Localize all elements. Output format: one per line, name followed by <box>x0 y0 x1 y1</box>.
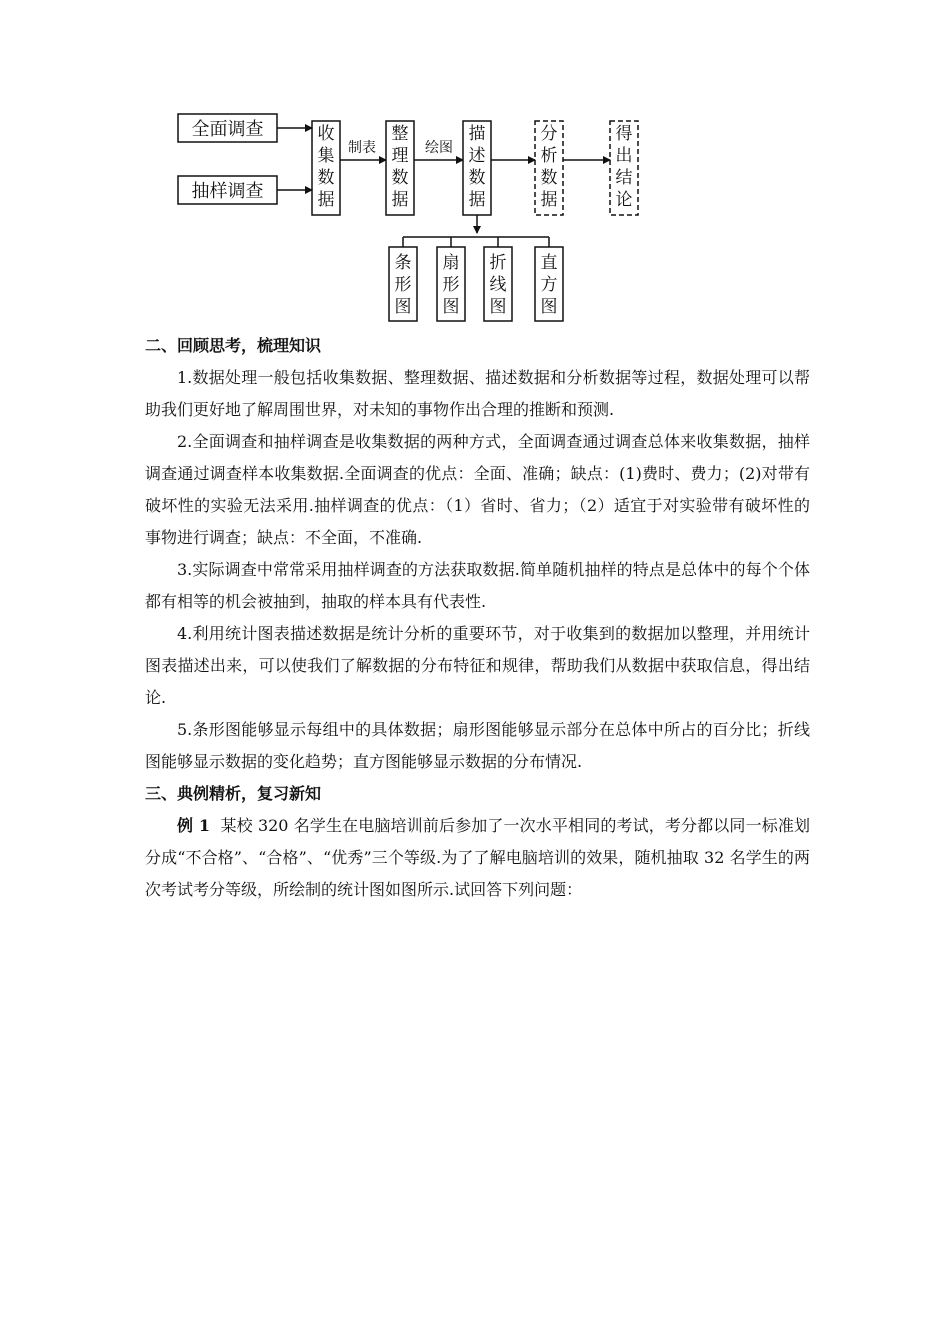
data-processing-flowchart <box>0 0 950 340</box>
example-1-text: 某校 320 名学生在电脑培训前后参加了一次水平相同的考试，考分都以同一标准划分成“不合格”、“合格”、“优秀”三个等级.为了了解电脑培训的效果，随机抽取 32 名学生的两次考试考分等级，所绘制的统计图如图所示.试回答下列问题： <box>145 816 810 899</box>
svg-text:出: 出 <box>615 146 633 166</box>
svg-text:析: 析 <box>540 146 558 166</box>
svg-text:述: 述 <box>468 146 486 166</box>
paragraph-5: 5.条形图能够显示每组中的具体数据；扇形图能够显示部分在总体中所占的百分比；折线图能够显示数据的变化趋势；直方图能够显示数据的分布情况. <box>145 720 810 771</box>
svg-text:数: 数 <box>540 168 558 188</box>
svg-text:图: 图 <box>442 297 460 317</box>
svg-text:图: 图 <box>489 297 507 317</box>
svg-text:折: 折 <box>489 253 507 273</box>
svg-text:直: 直 <box>540 253 558 273</box>
paragraph-2: 2.全面调查和抽样调查是收集数据的两种方式，全面调查通过调查总体来收集数据，抽样调查通过调查样本收集数据.全面调查的优点：全面、准确；缺点：(1)费时、费力；(2)对带有破坏性的实验无法采用.抽样调查的优点：（1）省时、省力；（2）适宜于对实验带有破坏性的事物进行调查；缺点：不全面，不准确. <box>145 432 810 547</box>
svg-text:结: 结 <box>615 168 633 188</box>
bar-chart-node <box>389 247 417 321</box>
collect-data-node <box>312 121 340 215</box>
svg-text:数: 数 <box>468 168 486 188</box>
section-3-heading: 三、典例精析，复习新知 <box>145 784 322 803</box>
svg-text:扇: 扇 <box>442 253 460 273</box>
paragraph-1: 1.数据处理一般包括收集数据、整理数据、描述数据和分析数据等过程，数据处理可以帮助我们更好地了解周围世界，对未知的事物作出合理的推断和预测. <box>145 368 810 419</box>
survey-sample-label: 抽样调查 <box>191 181 264 202</box>
label-draw: 绘图 <box>425 140 453 156</box>
section-2-heading: 二、回顾思考，梳理知识 <box>145 336 322 355</box>
svg-text:条: 条 <box>394 253 412 273</box>
svg-text:图: 图 <box>394 297 412 317</box>
svg-text:理: 理 <box>391 146 409 166</box>
line-chart-node <box>484 247 512 321</box>
svg-text:形: 形 <box>394 275 412 295</box>
svg-text:描: 描 <box>468 124 486 144</box>
label-tabulate: 制表 <box>348 140 376 156</box>
paragraph-4: 4.利用统计图表描述数据是统计分析的重要环节，对于收集到的数据加以整理，并用统计图表描述出来，可以使我们了解数据的分布特征和规律，帮助我们从数据中获取信息，得出结论. <box>145 624 810 707</box>
svg-text:收: 收 <box>317 124 335 144</box>
svg-text:分: 分 <box>540 124 558 144</box>
conclude-node <box>610 121 638 215</box>
survey-sample-node <box>178 176 277 204</box>
organize-data-node <box>386 121 414 215</box>
svg-text:论: 论 <box>615 190 633 210</box>
svg-text:线: 线 <box>489 275 507 295</box>
svg-text:形: 形 <box>442 275 460 295</box>
svg-text:据: 据 <box>468 190 486 210</box>
svg-text:方: 方 <box>540 275 558 295</box>
svg-text:据: 据 <box>540 190 558 210</box>
describe-data-node <box>463 121 491 215</box>
example-1-label: 例 1 <box>177 816 210 835</box>
svg-text:据: 据 <box>391 190 409 210</box>
analyze-data-node <box>535 121 563 215</box>
svg-text:数: 数 <box>317 168 335 188</box>
svg-text:数: 数 <box>391 168 409 188</box>
svg-text:整: 整 <box>391 124 409 144</box>
paragraph-3: 3.实际调查中常常采用抽样调查的方法获取数据.简单随机抽样的特点是总体中的每个个体都有相等的机会被抽到，抽取的样本具有代表性. <box>145 560 810 611</box>
svg-text:得: 得 <box>615 124 633 144</box>
histogram-node <box>535 247 563 321</box>
survey-full-node <box>178 114 277 142</box>
survey-full-label: 全面调查 <box>191 119 264 140</box>
document-body <box>145 330 810 906</box>
svg-text:图: 图 <box>540 297 558 317</box>
svg-text:据: 据 <box>317 190 335 210</box>
svg-text:集: 集 <box>317 146 335 166</box>
pie-chart-node <box>437 247 465 321</box>
example-1-paragraph <box>145 810 810 906</box>
